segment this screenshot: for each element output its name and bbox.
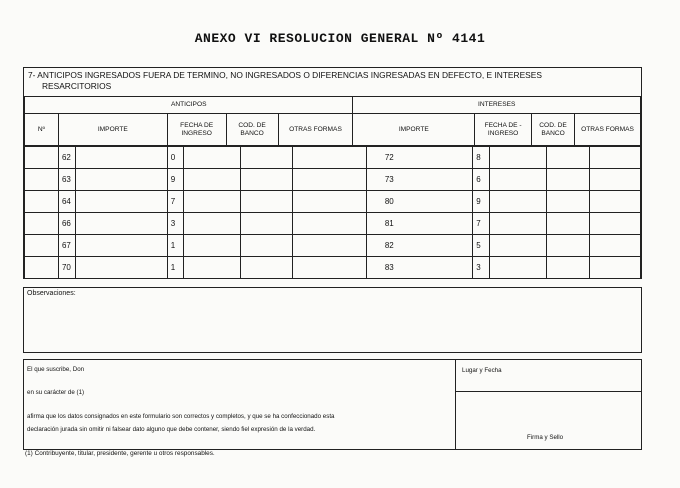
anticipo-fecha-input[interactable] — [183, 257, 240, 279]
anticipo-otras-input[interactable] — [292, 169, 367, 191]
anticipo-check-digit: 0 — [167, 147, 183, 169]
interes-number: 80 — [382, 191, 473, 213]
footnote: (1) Contribuyente, titular, presidente, gerente u otros responsables. — [25, 450, 215, 457]
n-cell[interactable] — [25, 213, 59, 235]
interes-fecha-input[interactable] — [490, 257, 547, 279]
anticipo-number: 70 — [58, 257, 75, 279]
afirma-line2: declaración jurada sin omitir ni falsear dato alguno que debe contener, siendo fiel expresión de la verdad. — [27, 426, 316, 433]
observaciones-box[interactable] — [23, 287, 642, 353]
intereses-otras-header: OTRAS FORMAS — [575, 114, 641, 146]
interes-spacer — [367, 235, 382, 257]
anticipos-cod-header: COD. DE BANCO — [226, 114, 278, 146]
anticipo-importe-input[interactable] — [75, 191, 167, 213]
section-title — [28, 70, 628, 92]
interes-cod-input[interactable] — [547, 235, 590, 257]
anticipo-cod-input[interactable] — [240, 169, 292, 191]
interes-check-digit: 9 — [473, 191, 490, 213]
anticipo-fecha-input[interactable] — [183, 213, 240, 235]
page-title: ANEXO VI RESOLUCION GENERAL Nº 4141 — [194, 31, 486, 46]
anticipo-otras-input[interactable] — [292, 147, 367, 169]
interes-otras-input[interactable] — [590, 147, 641, 169]
table-row — [25, 213, 641, 235]
data-table — [24, 146, 641, 279]
afirma-line1: afirma que los datos consignados en este formulario son correctos y completos, y que se ha confeccionado esta — [27, 413, 335, 420]
anticipo-number: 67 — [58, 235, 75, 257]
divider-horizontal — [455, 391, 642, 392]
anticipo-check-digit: 9 — [167, 169, 183, 191]
anticipo-cod-input[interactable] — [240, 235, 292, 257]
n-cell[interactable] — [25, 147, 59, 169]
interes-fecha-input[interactable] — [490, 191, 547, 213]
anticipo-cod-input[interactable] — [240, 257, 292, 279]
interes-number: 83 — [382, 257, 473, 279]
n-cell[interactable] — [25, 191, 59, 213]
anticipo-number: 66 — [58, 213, 75, 235]
interes-spacer — [367, 147, 382, 169]
table-row — [25, 191, 641, 213]
interes-spacer — [367, 213, 382, 235]
firma-label: Firma y Sello — [527, 434, 564, 441]
anticipo-number: 63 — [58, 169, 75, 191]
section-title-line1: 7- ANTICIPOS INGRESADOS FUERA DE TERMINO, NO INGRESADOS O DIFERENCIAS INGRESADAS EN DEFECTO, E INTERESES — [28, 70, 542, 80]
caracter-label: en su carácter de (1) — [27, 389, 85, 396]
declaracion-box — [23, 359, 642, 450]
anticipo-cod-input[interactable] — [240, 213, 292, 235]
intereses-cod-header: COD. DE BANCO — [532, 114, 575, 146]
interes-cod-input[interactable] — [547, 213, 590, 235]
anticipo-fecha-input[interactable] — [183, 235, 240, 257]
interes-fecha-input[interactable] — [490, 213, 547, 235]
anticipo-fecha-input[interactable] — [183, 191, 240, 213]
anticipo-check-digit: 3 — [167, 213, 183, 235]
interes-number: 82 — [382, 235, 473, 257]
suscribe-label: El que suscribe, Don — [27, 366, 85, 373]
anticipo-otras-input[interactable] — [292, 191, 367, 213]
table-row — [25, 169, 641, 191]
table-row — [25, 147, 641, 169]
interes-otras-input[interactable] — [590, 191, 641, 213]
anticipo-number: 62 — [58, 147, 75, 169]
anticipo-importe-input[interactable] — [75, 213, 167, 235]
interes-spacer — [367, 191, 382, 213]
anticipo-number: 64 — [58, 191, 75, 213]
anticipos-fecha-header: FECHA DE INGRESO — [167, 114, 226, 146]
interes-number: 72 — [382, 147, 473, 169]
interes-otras-input[interactable] — [590, 169, 641, 191]
interes-check-digit: 8 — [473, 147, 490, 169]
table-row — [25, 235, 641, 257]
header-table — [24, 96, 641, 146]
anticipo-otras-input[interactable] — [292, 235, 367, 257]
interes-spacer — [367, 169, 382, 191]
anticipo-otras-input[interactable] — [292, 257, 367, 279]
interes-cod-input[interactable] — [547, 169, 590, 191]
interes-check-digit: 5 — [473, 235, 490, 257]
anticipos-otras-header: OTRAS FORMAS — [278, 114, 353, 146]
observaciones-label: Observaciones: — [27, 290, 76, 297]
anticipo-fecha-input[interactable] — [183, 169, 240, 191]
interes-fecha-input[interactable] — [490, 147, 547, 169]
interes-otras-input[interactable] — [590, 213, 641, 235]
interes-number: 73 — [382, 169, 473, 191]
anticipo-check-digit: 7 — [167, 191, 183, 213]
interes-check-digit: 3 — [473, 257, 490, 279]
n-cell[interactable] — [25, 257, 59, 279]
anticipos-importe-header: IMPORTE — [58, 114, 167, 146]
interes-otras-input[interactable] — [590, 257, 641, 279]
interes-spacer — [367, 257, 382, 279]
col-n-header: Nº — [25, 114, 59, 146]
interes-check-digit: 6 — [473, 169, 490, 191]
interes-cod-input[interactable] — [547, 147, 590, 169]
interes-otras-input[interactable] — [590, 235, 641, 257]
anticipo-importe-input[interactable] — [75, 169, 167, 191]
anticipo-importe-input[interactable] — [75, 235, 167, 257]
intereses-fecha-header: FECHA DE -INGRESO — [475, 114, 532, 146]
anticipo-otras-input[interactable] — [292, 213, 367, 235]
section-title-line2: RESARCITORIOS — [42, 81, 112, 91]
anticipo-importe-input[interactable] — [75, 147, 167, 169]
interes-check-digit: 7 — [473, 213, 490, 235]
anticipo-check-digit: 1 — [167, 257, 183, 279]
anticipo-cod-input[interactable] — [240, 147, 292, 169]
anticipo-cod-input[interactable] — [240, 191, 292, 213]
anticipo-importe-input[interactable] — [75, 257, 167, 279]
anticipo-check-digit: 1 — [167, 235, 183, 257]
anticipos-header: ANTICIPOS — [25, 97, 353, 114]
divider-vertical — [455, 360, 456, 449]
table-row — [25, 257, 641, 279]
lugar-fecha-label: Lugar y Fecha — [462, 367, 502, 374]
section-7-frame — [23, 67, 642, 279]
n-cell[interactable] — [25, 235, 59, 257]
interes-fecha-input[interactable] — [490, 169, 547, 191]
interes-cod-input[interactable] — [547, 257, 590, 279]
intereses-importe-header: IMPORTE — [353, 114, 475, 146]
n-cell[interactable] — [25, 169, 59, 191]
interes-cod-input[interactable] — [547, 191, 590, 213]
anticipo-fecha-input[interactable] — [183, 147, 240, 169]
interes-number: 81 — [382, 213, 473, 235]
interes-fecha-input[interactable] — [490, 235, 547, 257]
intereses-header: INTERESES — [353, 97, 641, 114]
